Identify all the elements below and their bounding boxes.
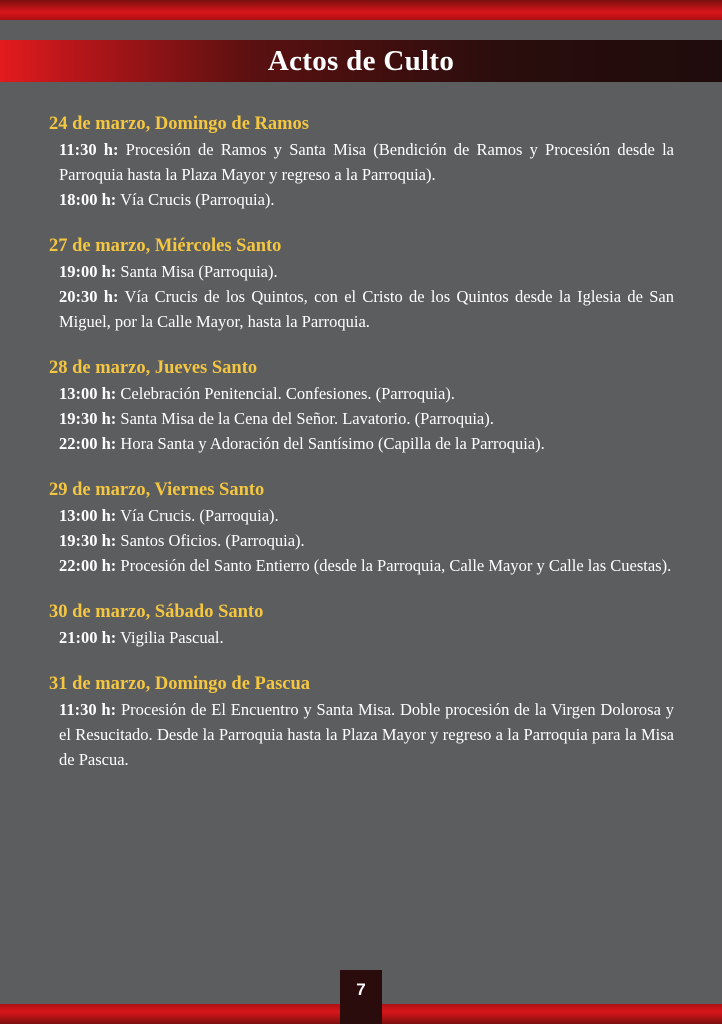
day-section — [49, 234, 674, 334]
event-time: 20:30 h: — [59, 287, 119, 306]
event-description: Santa Misa de la Cena del Señor. Lavatorio. (Parroquia). — [116, 409, 494, 428]
event-description: Vía Crucis. (Parroquia). — [116, 506, 279, 525]
event-time: 11:30 h: — [59, 140, 119, 159]
event-item — [49, 187, 674, 212]
event-item — [49, 697, 674, 772]
event-description: Vía Crucis (Parroquia). — [116, 190, 275, 209]
day-heading: 29 de marzo, Viernes Santo — [49, 480, 265, 500]
day-heading: 27 de marzo, Miércoles Santo — [49, 236, 282, 256]
event-item — [49, 528, 674, 553]
day-section — [49, 672, 674, 772]
schedule-list — [49, 112, 674, 794]
event-item — [49, 406, 674, 431]
title-banner — [0, 40, 722, 82]
event-description: Procesión de Ramos y Santa Misa (Bendición de Ramos y Procesión desde la Parroquia hasta la Plaza Mayor y regreso a la Parroquia). — [59, 140, 674, 184]
event-description: Celebración Penitencial. Confesiones. (Parroquia). — [116, 384, 455, 403]
day-section — [49, 478, 674, 578]
event-item — [49, 381, 674, 406]
event-description: Santa Misa (Parroquia). — [116, 262, 278, 281]
day-heading: 30 de marzo, Sábado Santo — [49, 602, 264, 622]
event-time: 19:30 h: — [59, 531, 117, 550]
event-time: 11:30 h: — [59, 700, 117, 719]
event-item — [49, 625, 674, 650]
day-section — [49, 112, 674, 212]
event-time: 22:00 h: — [59, 556, 117, 575]
top-red-strip — [0, 0, 722, 20]
day-heading: 31 de marzo, Domingo de Pascua — [49, 674, 311, 694]
event-item — [49, 137, 674, 187]
event-description: Santos Oficios. (Parroquia). — [116, 531, 305, 550]
event-description: Vigilia Pascual. — [116, 628, 224, 647]
event-item — [49, 503, 674, 528]
event-description: Hora Santa y Adoración del Santísimo (Capilla de la Parroquia). — [116, 434, 545, 453]
day-heading: 28 de marzo, Jueves Santo — [49, 358, 258, 378]
event-description: Vía Crucis de los Quintos, con el Cristo de los Quintos desde la Iglesia de San Miguel, por la Calle Mayor, hasta la Parroquia. — [59, 287, 674, 331]
event-time: 18:00 h: — [59, 190, 117, 209]
event-time: 19:30 h: — [59, 409, 117, 428]
event-item — [49, 553, 674, 578]
event-time: 21:00 h: — [59, 628, 117, 647]
event-description: Procesión del Santo Entierro (desde la Parroquia, Calle Mayor y Calle las Cuestas). — [116, 556, 672, 575]
page-number: 7 — [340, 970, 382, 1024]
page-title: Actos de Culto — [267, 44, 455, 77]
day-section — [49, 356, 674, 456]
event-item — [49, 431, 674, 456]
event-description: Procesión de El Encuentro y Santa Misa. Doble procesión de la Virgen Dolorosa y el Resucitado. Desde la Parroquia hasta la Plaza Mayor y regreso a la Parroquia para la Misa de Pascua. — [59, 700, 674, 769]
event-time: 13:00 h: — [59, 384, 117, 403]
event-time: 19:00 h: — [59, 262, 117, 281]
day-section — [49, 600, 674, 650]
event-item — [49, 284, 674, 334]
event-time: 13:00 h: — [59, 506, 117, 525]
event-time: 22:00 h: — [59, 434, 117, 453]
day-heading: 24 de marzo, Domingo de Ramos — [49, 114, 310, 134]
event-item — [49, 259, 674, 284]
